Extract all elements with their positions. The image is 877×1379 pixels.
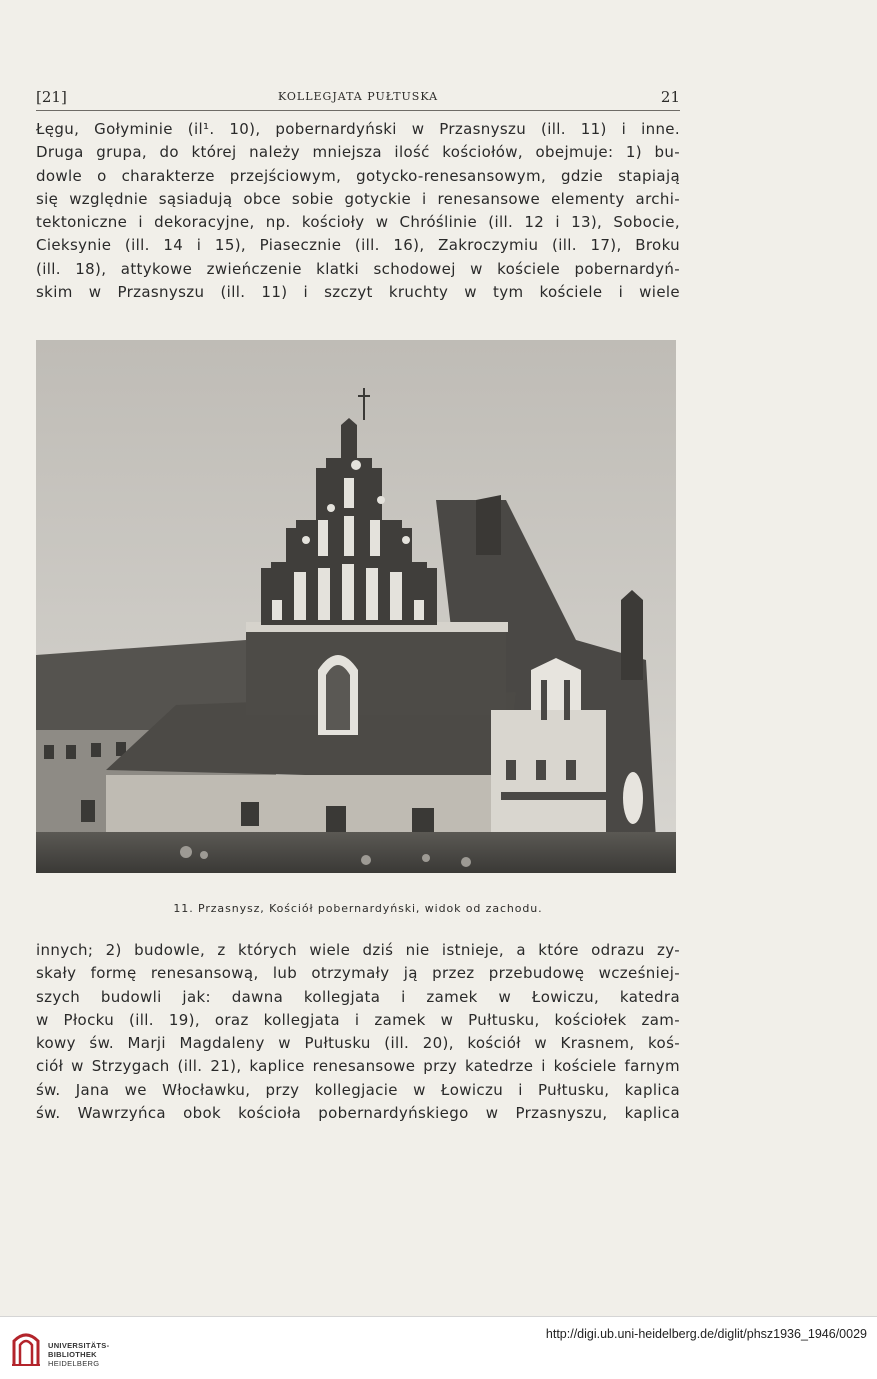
text-line: dowle o charakterze przejściowym, gotycko-renesansowym, gdzie stapiają [36,166,680,185]
text-line: kowy św. Marji Magdaleny w Pułtusku (ill. 20), kościół w Krasnem, koś- [36,1034,680,1053]
text-line: skały formę renesansową, lub otrzymały ją przez przebudowę wcześniej- [36,964,680,983]
text-line: innych; 2) budowle, z których wiele dziś nie istnieje, a które odrazu zy- [36,941,680,959]
paragraph-bottom [36,939,680,1125]
running-header [36,88,680,111]
text-line: tektoniczne i dekoracyjne, np. kościoły w Chróślinie (ill. 12 i 13), Sobocie, [36,213,680,232]
text-line: Druga grupa, do której należy mniejsza ilość kościołów, obejmuje: 1) bu- [36,143,680,162]
side-tower [621,600,643,680]
logo-line-1: UNIVERSITÄTS- [48,1341,110,1350]
ground [36,832,676,873]
text-line: się względnie sąsiadują obce sobie gotyckie i renesansowe elementy archi- [36,189,680,208]
church-illustration [36,340,676,873]
text-line: skim w Przasnyszu (ill. 11) i szczyt kruchty w tym kościele i wiele [36,283,680,302]
church-facade [246,625,506,715]
header-page-number: 21 [660,88,680,106]
text-line: Łęgu, Gołyminie (il¹. 10), pobernardyński w Przasnyszu (ill. 11) i inne. [36,120,680,138]
permalink-url[interactable]: http://digi.ub.uni-heidelberg.de/diglit/phsz1936_1946/0029 [545,1327,867,1341]
text-line: św. Wawrzyńca obok kościoła pobernardyńskiego w Przasnyszu, kaplica [36,1104,680,1123]
header-bracket-page-number: [21] [36,88,67,106]
library-logo[interactable] [10,1327,130,1371]
library-name [48,1341,109,1368]
library-emblem-icon [10,1327,42,1367]
logo-line-2: BIBLIOTHEK [48,1350,97,1359]
paragraph-top [36,118,680,304]
logo-line-3: HEIDELBERG [48,1359,100,1368]
text-line: (ill. 18), attykowe zwieńczenie klatki schodowej w kościele pobernardyń- [36,259,680,278]
text-line: w Płocku (ill. 19), oraz kollegjata i zamek w Pułtusku, kościołek zam- [36,1010,680,1029]
text-line: św. Jana we Włocławku, przy kollegjacie w Łowiczu i Pułtusku, kaplica [36,1080,680,1099]
library-footer [0,1316,877,1379]
church-photograph [36,340,676,873]
header-title: KOLLEGJATA PUŁTUSKA [277,90,439,103]
text-line: szych budowli jak: dawna kollegjata i zamek w Łowiczu, katedra [36,987,680,1006]
text-line: ciół w Strzygach (ill. 21), kaplice renesansowe przy katedrze i kościele farnym [36,1057,680,1076]
text-line: Cieksynie (ill. 14 i 15), Piasecznie (ill. 16), Zakroczymiu (ill. 17), Broku [36,236,680,255]
figure-caption: 11. Przasnysz, Kościół pobernardyński, widok od zachodu. [173,902,543,915]
round-window [623,772,643,824]
